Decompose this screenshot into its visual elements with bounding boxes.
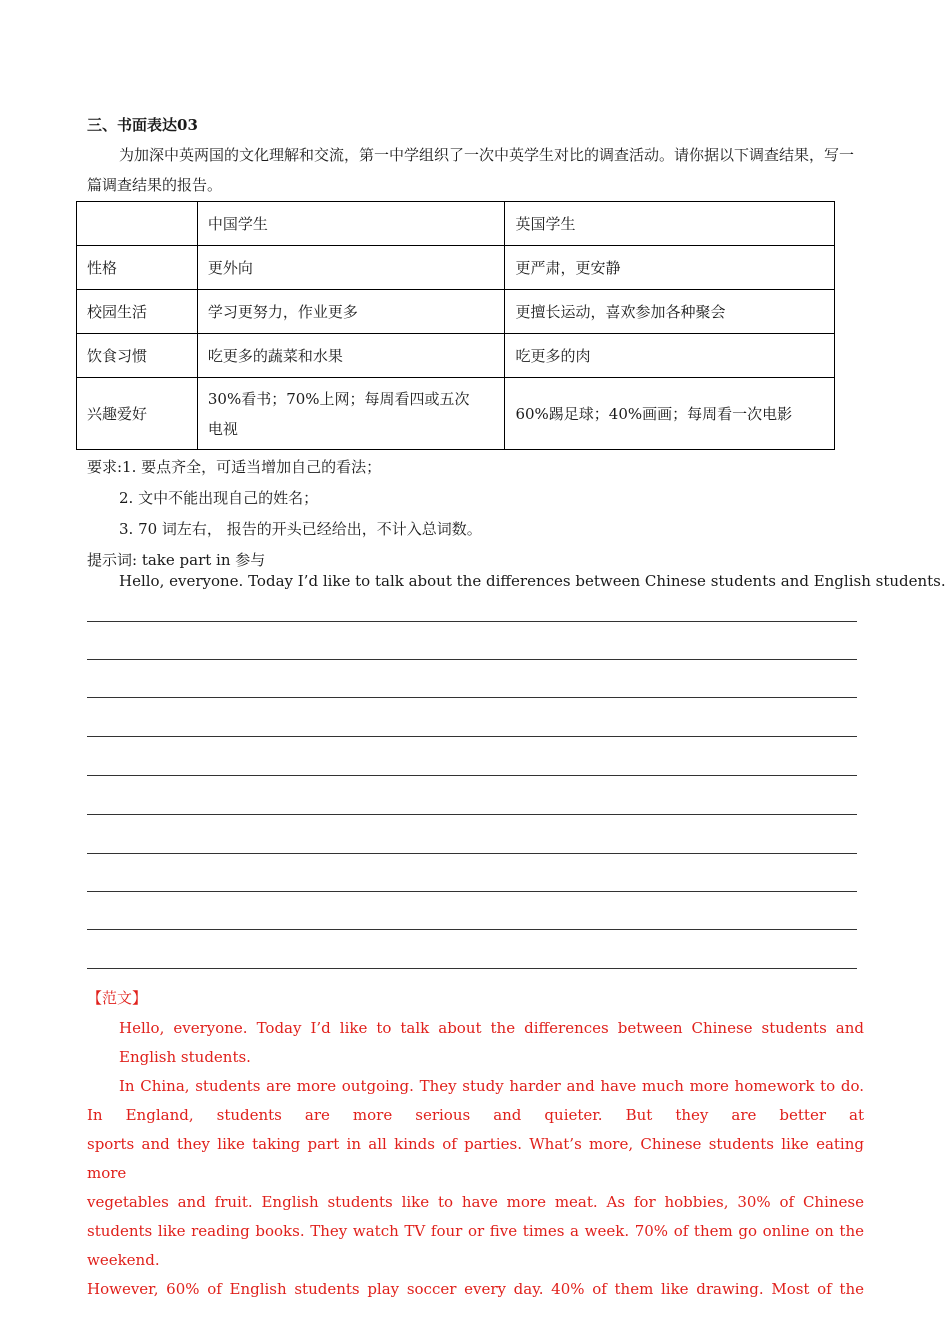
row-label: 校园生活 <box>77 290 198 334</box>
row-label: 性格 <box>77 246 198 290</box>
sample-line: In England, students are more serious and quieter. But they are better at <box>87 1106 864 1124</box>
chinese-cell <box>197 378 505 450</box>
task-instructions: 为加深中英两国的文化理解和交流，第一中学组织了一次中英学生对比的调查活动。请你据以下调查结果，写一篇调查结果的报告。 <box>87 146 855 194</box>
writing-line[interactable] <box>87 621 857 622</box>
requirement-1: 要求:1. 要点齐全，可适当增加自己的看法； <box>87 458 382 476</box>
writing-line[interactable] <box>87 929 857 930</box>
writing-line[interactable] <box>87 775 857 776</box>
sample-line: However, 60% of English students play soccer every day. 40% of them like drawing. Most of the <box>87 1280 864 1298</box>
sample-line: students like reading books. They watch TV four or five times a week. 70% of them go online on the weekend. <box>87 1222 864 1269</box>
sample-line: Hello, everyone. Today I’d like to talk about the differences between Chinese students and English students. <box>119 1019 864 1066</box>
sample-line: sports and they like taking part in all kinds of parties. What’s more, Chinese students like eating more <box>87 1135 864 1182</box>
table-header-cell: 中国学生 <box>197 202 505 246</box>
section-title: 三、书面表达03 <box>87 116 198 134</box>
chinese-cell: 更外向 <box>197 246 505 290</box>
table-row <box>77 290 835 334</box>
english-cell: 吃更多的肉 <box>505 334 835 378</box>
sample-line: vegetables and fruit. English students like to have more meat. As for hobbies, 30% of Chinese <box>87 1193 864 1211</box>
table-row <box>77 246 835 290</box>
writing-line[interactable] <box>87 853 857 854</box>
requirements <box>87 452 482 576</box>
writing-line[interactable] <box>87 697 857 698</box>
table-row <box>77 378 835 450</box>
english-cell: 更严肃，更安静 <box>505 246 835 290</box>
writing-line[interactable] <box>87 736 857 737</box>
sample-essay-tag: 【范文】 <box>87 989 148 1007</box>
table-row <box>77 334 835 378</box>
writing-line[interactable] <box>87 814 857 815</box>
table-header-cell: 英国学生 <box>505 202 835 246</box>
sample-essay <box>87 1014 864 1304</box>
sample-line: In China, students are more outgoing. They study harder and have much more homework to do. <box>119 1077 864 1095</box>
table-header-row <box>77 202 835 246</box>
survey-table <box>76 201 835 450</box>
english-cell: 更擅长运动，喜欢参加各种聚会 <box>505 290 835 334</box>
writing-line[interactable] <box>87 891 857 892</box>
chinese-cell-line: 30%看书；70%上网；每周看四或五次 <box>207 389 470 408</box>
given-opening: Hello, everyone. Today I’d like to talk about the differences between Chinese students and English students. <box>119 572 946 590</box>
row-label: 饮食习惯 <box>77 334 198 378</box>
row-label: 兴趣爱好 <box>77 378 198 450</box>
chinese-cell: 学习更努力，作业更多 <box>197 290 505 334</box>
requirement-3: 3. 70 词左右， 报告的开头已经给出，不计入总词数。 <box>119 520 482 538</box>
table-header-cell <box>77 202 198 246</box>
chinese-cell: 吃更多的蔬菜和水果 <box>197 334 505 378</box>
english-cell: 60%踢足球；40%画画；每周看一次电影 <box>505 378 835 450</box>
hint-words: 提示词: take part in 参与 <box>87 551 266 569</box>
requirement-2: 2. 文中不能出现自己的姓名； <box>119 489 319 507</box>
writing-line[interactable] <box>87 659 857 660</box>
writing-line[interactable] <box>87 968 857 969</box>
chinese-cell-line: 电视 <box>207 419 238 438</box>
